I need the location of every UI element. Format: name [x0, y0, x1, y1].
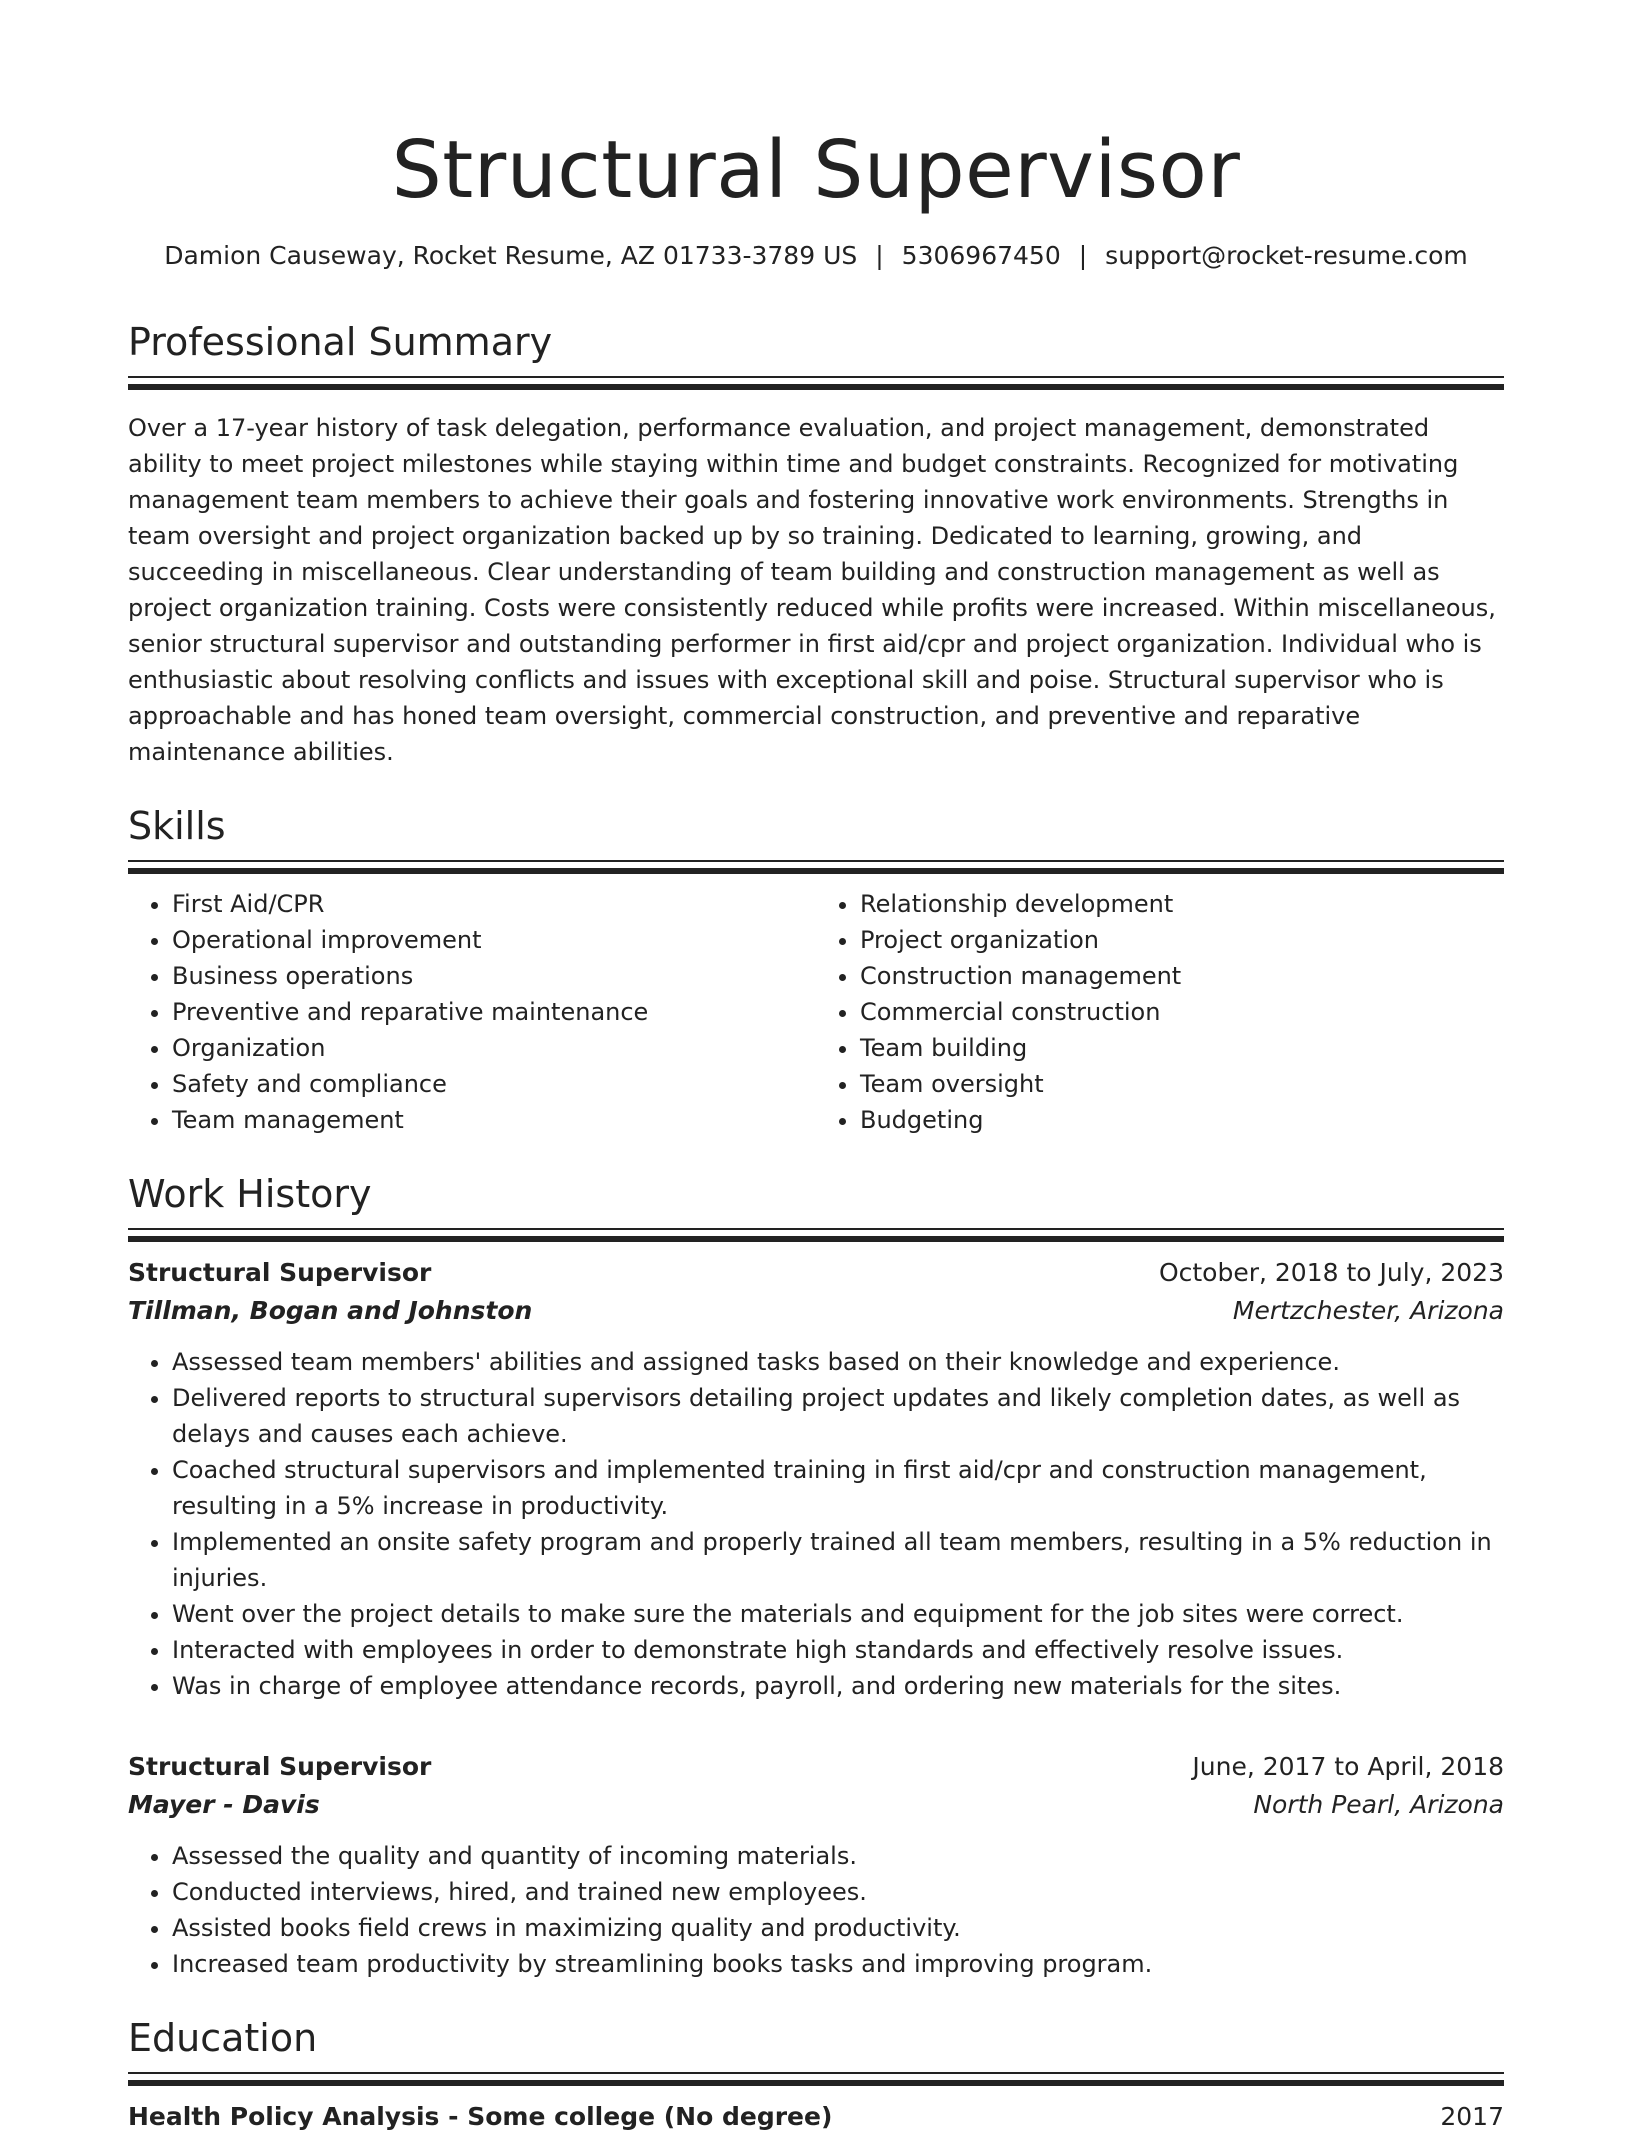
job-entry	[128, 1748, 1504, 1982]
resume-name: Structural Supervisor	[391, 124, 1241, 216]
job-company: Tillman, Bogan and Johnston	[128, 1296, 533, 1325]
skills-column-left	[128, 886, 816, 1138]
job-title: Structural Supervisor	[128, 1258, 432, 1287]
skill-item: • Team oversight	[860, 1066, 1504, 1102]
skills-list-left	[128, 886, 816, 1138]
section-divider	[128, 860, 1504, 862]
resume-page	[128, 0, 1504, 2136]
skill-item: • Team building	[860, 1030, 1504, 1066]
job-bullets	[128, 1344, 1504, 1704]
job-bullet: • Implemented an onsite safety program and properly trained all team members, resulting in a 5% reduction in injuries.	[172, 1524, 1504, 1596]
section-work-history	[128, 1170, 1504, 1982]
job-title: Structural Supervisor	[128, 1752, 432, 1781]
job-entry	[128, 1254, 1504, 1704]
contact-separator: |	[1078, 241, 1088, 270]
job-bullet: • Assisted books field crews in maximizing quality and productivity.	[172, 1910, 1504, 1946]
skill-item: • Team management	[172, 1102, 816, 1138]
job-bullet: • Was in charge of employee attendance records, payroll, and ordering new materials for the sites.	[172, 1668, 1504, 1704]
section-divider	[128, 376, 1504, 378]
job-bullet: • Delivered reports to structural supervisors detailing project updates and likely completion dates, as well as delays and causes each achieve.	[172, 1380, 1504, 1452]
skill-item: • Preventive and reparative maintenance	[172, 994, 816, 1030]
contact-separator: |	[875, 241, 884, 270]
section-title-education: Education	[128, 2016, 318, 2060]
job-bullet: • Coached structural supervisors and implemented training in first aid/cpr and construction management, resulting in a 5% increase in productivity.	[172, 1452, 1504, 1524]
education-degree: Health Policy Analysis - Some college (No degree)	[128, 2102, 833, 2131]
skill-item: • Project organization	[860, 922, 1504, 958]
job-bullet: • Assessed team members' abilities and assigned tasks based on their knowledge and experience.	[172, 1344, 1504, 1380]
skill-item: • Safety and compliance	[172, 1066, 816, 1102]
job-dates: June, 2017 to April, 2018	[1192, 1752, 1504, 1781]
skill-item: • Business operations	[172, 958, 816, 994]
summary-text: Over a 17-year history of task delegation, performance evaluation, and project management, demonstrated ability to meet project milestones while staying within time and budget constraints. Recognized for motivating management team members to achieve their goals and fostering innovative work environments. Strengths in team oversight and project organization backed up by so training. Dedicated to learning, growing, and succeeding in miscellaneous. Clear understanding of team building and construction management as well as project organization training. Costs were consistently reduced while profits were increased. Within miscellaneous, senior structural supervisor and outstanding performer in first aid/cpr and project organization. Individual who is enthusiastic about resolving conflicts and issues with exceptional skill and poise. Structural supervisor who is approachable and has honed team oversight, commercial construction, and preventive and reparative maintenance abilities.	[128, 414, 1496, 766]
skill-item: • Organization	[172, 1030, 816, 1066]
job-bullet: • Increased team productivity by streamlining books tasks and improving program.	[172, 1946, 1504, 1982]
section-title-work: Work History	[128, 1172, 372, 1216]
job-header-row	[128, 1748, 1504, 1786]
job-company-row	[128, 1786, 1504, 1824]
job-bullet: • Conducted interviews, hired, and trained new employees.	[172, 1874, 1504, 1910]
section-education	[128, 2014, 1504, 2136]
contact-line	[128, 240, 1504, 272]
job-bullet: • Interacted with employees in order to demonstrate high standards and effectively resolve issues.	[172, 1632, 1504, 1668]
skill-item: • First Aid/CPR	[172, 886, 816, 922]
skill-item: • Operational improvement	[172, 922, 816, 958]
skills-list-right	[816, 886, 1504, 1138]
skills-grid	[128, 886, 1504, 1138]
job-dates: October, 2018 to July, 2023	[1158, 1258, 1504, 1287]
section-professional-summary	[128, 318, 1504, 770]
skill-item: • Construction management	[860, 958, 1504, 994]
job-bullet: • Went over the project details to make sure the materials and equipment for the job sites were correct.	[172, 1596, 1504, 1632]
skill-item: • Commercial construction	[860, 994, 1504, 1030]
job-company-row	[128, 1292, 1504, 1330]
section-divider	[128, 2072, 1504, 2074]
job-bullets	[128, 1838, 1504, 1982]
skill-item: • Budgeting	[860, 1102, 1504, 1138]
skills-column-right	[816, 886, 1504, 1138]
skill-item: • Relationship development	[860, 886, 1504, 922]
job-company: Mayer - Davis	[128, 1790, 320, 1819]
section-skills	[128, 802, 1504, 1138]
education-year: 2017	[1440, 2102, 1504, 2131]
section-title-skills: Skills	[128, 804, 226, 848]
education-header-row	[128, 2098, 1504, 2136]
contact-address: Damion Causeway, Rocket Resume, AZ 01733-3789 US	[164, 241, 858, 270]
job-bullet: • Assessed the quality and quantity of incoming materials.	[172, 1838, 1504, 1874]
contact-email: support@rocket-resume.com	[1105, 241, 1468, 270]
section-title-summary: Professional Summary	[128, 320, 553, 364]
education-entry	[128, 2098, 1504, 2136]
section-divider	[128, 1228, 1504, 1230]
job-location: North Pearl, Arizona	[1253, 1790, 1504, 1819]
contact-phone: 5306967450	[901, 241, 1061, 270]
job-header-row	[128, 1254, 1504, 1292]
job-location: Mertzchester, Arizona	[1232, 1296, 1504, 1325]
